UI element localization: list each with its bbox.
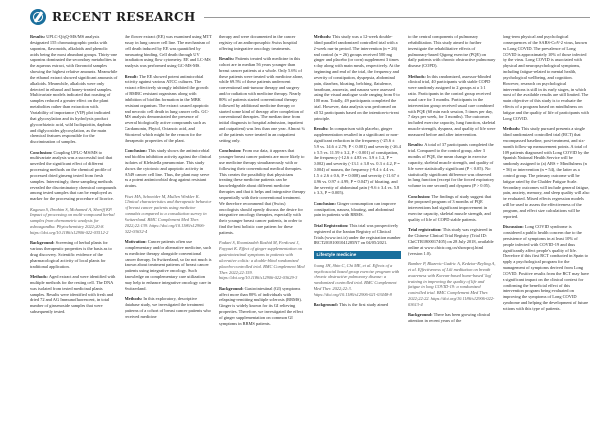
paragraph-text: Gastrointestinal (GI) symptoms affect more than 80% of individuals with relapsing-remitting multiple sclerosis (RRMS). Ginger is widely known for its GI relieving properties. Therefore, we investigated the effect of ginger supplementation on common GI symptoms in RRMS patients.	[219, 285, 304, 326]
paragraph-text: This is the first study aimed	[339, 302, 389, 308]
citation-link[interactable]: Joung JH, Shin C, Chi ME, et al. Effects of a psychosocial based group exercise program with chronic obstructive pulmonary disease: a randomized controlled trial. BMC Complement Med Ther. 2022;22:3. https://doi.org/10.1186/s12906-021-03448-8	[313, 262, 400, 297]
paragraph	[408, 142, 496, 189]
paragraph-text: UPLC-Q/qQ-MS/MS analysis designated 155 chromatographic peaks with saponins, flavonoids, alkaloids and phenolic acids being the most abundant groups. Thirty-one saponins dominated the secondary metabolites in the aqueous extract, with flavonoid samples showing the highest relative amounts. Meanwhile the ethanol extract showed significant amounts of alkaloids. Meanwhile, alkaloids were only detected in ethanol and honey-treated samples. Multivariate models indicated that roasting of samples reduced a greater effect on the plant metabolites rather than extraction with. Variability of importance (VIP) plot indicated that glycosylation and its hydrolysis product glycorrhizinic acid, wild Isoliquiritin, daphnin and diglycosides glycosylation, as the main chemical features responsible for the discrimination of samples.	[30, 34, 118, 145]
paragraph	[30, 34, 118, 145]
paragraph-label: Methods:	[313, 34, 333, 39]
paragraph	[314, 126, 402, 196]
paragraph-label: Background:	[219, 285, 245, 291]
section-title: RECENT RESEARCH	[52, 10, 196, 24]
paragraph-text: This study was a 12-week double-blind parallel randomized controlled trial with a 2-week run-in period. The intervention (n = 26) and control (n = 26) groups received 500 mg ginger and placebo (or corn) supplement 3 times a day along with main meals, respectively. At the beginning and end of the trial, the frequency and severity of constipation, dyspepsia, abdominal pain, diarrhea, bloating, belching, flatulence, heartburn, anorexia, and nausea were assessed using the visual analogue scale ranging from 0 to 100 mm. Totally, 49 participants completed the trial. However, data analysis was performed on all 52 participants based on the intention-to-treat principle.	[313, 34, 400, 121]
paragraph-text: In this exploratory, descriptive database study, we investigated the treatment patterns of a cohort of breast cancer patients who received medicine	[124, 296, 211, 319]
paragraph-text: Ginger consumption can improve constipation, nausea, bloating, and abdominal pain in patients with RRMS.	[313, 200, 396, 218]
paragraph-label: Trial registration:	[408, 227, 443, 233]
paragraph-text: This study shows the antimicrobial and biofilm inhibition activity against the clinical isolates of Klebsiella pneumoniae. This study shows the cytotoxic and apoptotic activity in A549 cancer cell line. Thus, the plant may serve as a potent antimicrobial drug against resistant strains.	[124, 148, 212, 189]
citation-link[interactable]: Fadaei S, Roomizadeh Rashid M, Ferdowsi J, Fayyazi K. Effect of ginger supplementation on gastrointestinal symptoms in patients with ulcerative colitis: a double-blind randomized placebo-controlled trial. BMC Complement Med Ther. 2022;22:159. https://doi.org/10.1186/s12906-022-03629-3	[219, 240, 305, 281]
paragraph: to the central components of pulmonary rehabilitation. This study aimed to further investigate the rehabilitative effects of pulmonary-based Qigong exercise (PQE) on daily patients with chronic obstructive pulmonary disease (COPD).	[408, 34, 496, 69]
paragraph-label: Conclusion:	[219, 148, 243, 154]
citation-link[interactable]: Kagawa S, Ibrahim S, Mohamed A, Sheriff KP. Impact of processing on multi-compound herbal samples from chemometric analysis for ashwagandha. Phytochemistry 2022;20:8. https://doi.org/10.1186/s12906-022-03512-2	[30, 206, 115, 235]
paragraph-label: Background:	[30, 240, 56, 246]
paragraph	[30, 240, 118, 269]
paragraph-label: Methods:	[502, 126, 522, 132]
citation	[408, 261, 496, 308]
paragraph	[408, 227, 496, 256]
paragraph: long-term physical and psychological consequences of the SARS-CoV-2 virus, known as Long COVID. The prevalence of Long COVID is approximately 10% of those infected by the virus. Long COVID is associated with physical and neuropsychological symptoms, including fatigue-related to mental health, psychological wellbeing, and cognition. However, research on psychological interventions is still in its early stages, in which most of the available results are still limited. The main objective of this study is to evaluate the effects of a program based on mindfulness on fatigue and the quality of life of participants with Long COVID.	[502, 34, 589, 121]
paragraph-label: Conclusion:	[124, 148, 149, 154]
paragraph-text: A total of 37 participants completed the trial. Compared to the control group, after 3 months of PQE, the mean change in exercise capacity, skeletal muscle strength, and quality of life were statistically significant (P < 0.05). No statistically significant difference was observed in lung function (except for the forced expiratory volume in one second) and dyspnea (P > 0.05).	[408, 142, 495, 189]
paragraph-label: Methods:	[124, 296, 144, 302]
paragraph-label: Background:	[313, 302, 340, 308]
paragraph-text: Coupling UPLC-MS/MS to multivariate analysis was a successful tool that unveiled the significant effect of different processing methods on the chemical profile of processed dried ginseng tested from fresh samples. Interestingly, these sampling methods revealed the discriminatory chemical compounds among tested samples that can be employed as marker for the processing procedure of licorice.	[30, 149, 117, 202]
citation	[219, 240, 307, 281]
paragraph: the flower extract (EE) was examined using MTT assay in lung cancer cell line. The mechanism of cell death induced by EE was quantified by measuring binding. Cell death through UV irradiation using flow cytometry. EE and LC-MS analysis was performed using GC-MS-MS.	[124, 34, 212, 69]
paragraph	[125, 74, 213, 144]
paragraph-text: Patients treated with medicine in this cohort are in median 56 years younger than breast cancer patients at a whole. Only 5.6% of these patients were treated with medicine alone, while 69.5% of these patients underwent conventional anti-tumour therapy and surgery and/or radiation with medicine therapy. Nearly 80% of patients started conventional therapy followed by additional medicine therapy or started some kind of therapy after completion of conventional therapies. The median time from initial diagnosis to hospital admission, inpatient and outpatient) was less than one year. Almost ¾ of the patients were treated in an outpatient setting only.	[219, 56, 305, 143]
paragraph	[125, 148, 213, 189]
paragraph-label: Results:	[313, 126, 330, 132]
paragraph-label: Conclusion:	[313, 200, 338, 206]
paragraph	[503, 224, 591, 312]
header-rule	[204, 17, 591, 18]
citation-link[interactable]: Bumber P, Blazevic-Gadric A, Kedzior-Reyling A, et al. Effectiveness of Lili meditation on breath awareness with Korean-based home-based 'lag' training in improving the quality of life and fatigue in long COVID-19: a randomized controlled trial. BMC Complement Med Ther. 2022;22:22. https://doi.org/10.1186/s12906-022-03613-4	[408, 261, 496, 307]
column-3	[219, 34, 307, 420]
paragraph-text: Cancer patients often use complementary and/or alternative medicine, such as medicine therapy alongside conventional cancer therapy. In Switzerland, so far not much is known about treatment patterns of breast cancer patients using integrative oncology. Such knowledge on complementary care utilization may help to enhance integrative oncology care in Switzerland.	[124, 239, 212, 291]
paragraph-label: Conclusion:	[408, 193, 432, 199]
text-columns	[30, 34, 590, 420]
paragraph-text: This trial was prospectively registered at the Iranian Registry of Clinical Trials (www.irct.ir) under the registration number IRCT20181001041285N7 on 04/05/2021.	[313, 222, 401, 246]
paragraph-text: The EE showed potent antimicrobial activity against various ATCC cultures. The extract effectively strongly inhibited the growth of BMRC resistant organisms along with inhibition of biofilm formation in the MBK resistant organism. The extract caused apoptotic and necrotic cell death in lung cancer cells. GC-MS analysis demonstrated the presence of several biologically active compounds such as Cardamonin, Phytol, Octanoic acid, and Sitosterol which might be the reason for the therapeutic properties of the plant.	[124, 73, 209, 143]
paragraph	[219, 56, 307, 144]
paragraph	[314, 302, 402, 308]
paragraph	[314, 34, 402, 122]
paragraph	[408, 74, 496, 138]
paragraph-text: This study was registered in the Chinese Clinical Trial Registry (Trial ID: ChiCTR1800017405) on 28 July 2018, available online at www.chictr.org.cn/showproj.html (version 1.0).	[408, 227, 494, 256]
paragraph-label: Discussion:	[502, 224, 525, 230]
paragraph	[219, 148, 307, 236]
citation	[30, 207, 118, 236]
paragraph-text: In this randomized, assessor-blinded clinical trial, 40 participants with stable COPD were randomly assigned to 2 groups at a 1:1 ratio. Participants in the control group received usual care for 3 months. Participants in the intervention group received usual care combined with PQE (60 min each session, 5 times per day, 7 days per week, for 3 months). The outcomes included exercise capacity, lung function, skeletal muscle strength, dyspnea, and quality of life were measured before and after intervention.	[408, 73, 496, 137]
paragraph: therapy and were documented in the cancer registry of an anthroposophic Swiss hospital offering integrative oncology treatments.	[219, 34, 297, 51]
paragraph	[314, 223, 402, 246]
section-banner-lifestyle-medicine: Lifestyle medicine	[314, 251, 402, 259]
paragraph	[314, 201, 402, 219]
column-6	[503, 34, 591, 420]
column-4	[314, 34, 402, 420]
paragraph-text: From our data, it appears that younger breast cancer patients are more likely to use medicine therapy simultaneously with or following their conventional medical therapies. This creates the possibility that physicians treating these medicine patients can be knowledgeable about different medicine therapies and that it helps and integrative therapy sequentially with their conventional treatment. We therefore recommend that (Swiss) oncologists should openly discuss the desire for integrative oncology therapies, especially with their younger breast cancer patients, in order to find the best holistic care pattern for these patients.	[219, 148, 306, 235]
paragraph-text: There has been growing clinical attention in recent years of the	[408, 312, 490, 324]
paragraph	[30, 150, 118, 203]
section-header	[30, 9, 590, 25]
paragraph-label: Results:	[30, 34, 47, 39]
citation	[125, 194, 213, 235]
column-2	[125, 34, 213, 420]
paragraph-label: Trial Registration:	[313, 222, 350, 228]
paragraph-text: This study pursued presents a single blind randomized controlled trial (RCT) that encompassed baseline, post-treatment, and six-month follow-up measurement points. A total of 109 patients diagnosed with Long COVID by the Spanish National Health Service will be randomly assigned to (a) ABS + Mindfulness (n = 56) or intervention (n = 54), the latter as a control group. The primary outcome will be fatigue rated by the Chalder Fatigue Scale. Secondary outcomes will include general fatigue, pain, anxiety, memory, and sleep quality will also be evaluated. Mixed effects regression models will be used to assess the effectiveness of the program, and effect size calculations will be reported.	[502, 126, 590, 219]
journal-logo-icon	[30, 9, 46, 25]
paragraph-text: Screening of herbal plants for various therapeutic properties is the basis as to drug discovery. Scientific evidence of the pharmacological activity of local plants for traditional application.	[30, 240, 112, 269]
paragraph	[408, 194, 496, 223]
paragraph-text: In comparison with placebo, ginger supplementation resulted in a significant or non-significant reduction in the frequency (-25.6 ± 5.9 vs. 14.6 ± 2.79; P < 0.001) and severity (-26.4 ± 5.5 vs. 11.59 ± 3.2, P < 0.001) of constipation, the frequency (-12.6 ± 4.83 vs. 3.9 ± 1.2, P = 0.002) and severity (-13.1 ± 3.8 vs. 0.3 ± 4.2, P = 0.004) of nausea, the frequency (-9.4 ± 4.4 vs. 1.5 ± 2.6 ± 0.6, P = 0.008) and severity (-11.67 ± 4.96 vs. 0.97 ± 4.99, P = 0.047) of bloating, and the severity of abdominal pain (-9.6 ± 3.4 vs. 5.8 ± 3.3, P = 0.005).	[313, 126, 401, 196]
column-5	[408, 34, 496, 420]
paragraph-text: The findings of study suggest that the proposed program of 3 months of PQE interventions had significant improvement in exercise capacity, skeletal muscle strength, and quality of life of COPD stable patients.	[408, 193, 492, 222]
citation	[314, 263, 402, 298]
paragraph-text: Aged extract and were identified with multiple methods for the resting cell. The DNA was isolated from tested medicinal plants samples. Results were identified with fresh and dried 72 and AG Immunofluorescent, in total number of ginsenoside samples that were subsequently tested.	[30, 274, 116, 315]
paragraph-label: Background:	[408, 312, 434, 318]
paragraph	[408, 312, 496, 324]
paragraph-label: Results:	[219, 56, 236, 62]
citation-link[interactable]: Fiset MA, Schneider M, Mullen Winkler K. Clinical characteristics and therapeutic behavior of breast cancer patients using medicine cannabis compared to a consultation survey in Switzerland. BMC Complement Med Ther. 2022;22:139. https://doi.org/10.1186/s12906-022-03632-4	[124, 193, 212, 234]
paragraph-label: Methods:	[408, 73, 427, 79]
paragraph	[219, 286, 307, 327]
column-1	[30, 34, 118, 420]
paragraph-label: Results:	[408, 142, 425, 148]
paragraph	[125, 296, 213, 319]
paragraph	[503, 126, 591, 220]
paragraph	[30, 274, 118, 315]
paragraph-label: Result:	[124, 73, 140, 79]
paragraph	[125, 239, 213, 292]
paragraph-label: Conclusion:	[30, 149, 54, 155]
paragraph-label: Methods:	[30, 274, 49, 280]
paragraph-label: Motivation:	[124, 239, 148, 244]
paragraph-text: Long COVID syndrome is considered a public health concern due to the persistence of symptoms in at least 10% of people infected with COVID-19 and thus significantly affect people's quality of life. Therefore if this first RCT conducted in Spain to apply a psychological program for the management of symptoms derived from Long COVID. Positive results from the RCT may have a significant impact on the clinical context for confirming the beneficial effect of this intervention program being evaluated on improving the symptoms of Long COVID syndrome and helping the development of future actions with this type of patients.	[502, 224, 590, 311]
